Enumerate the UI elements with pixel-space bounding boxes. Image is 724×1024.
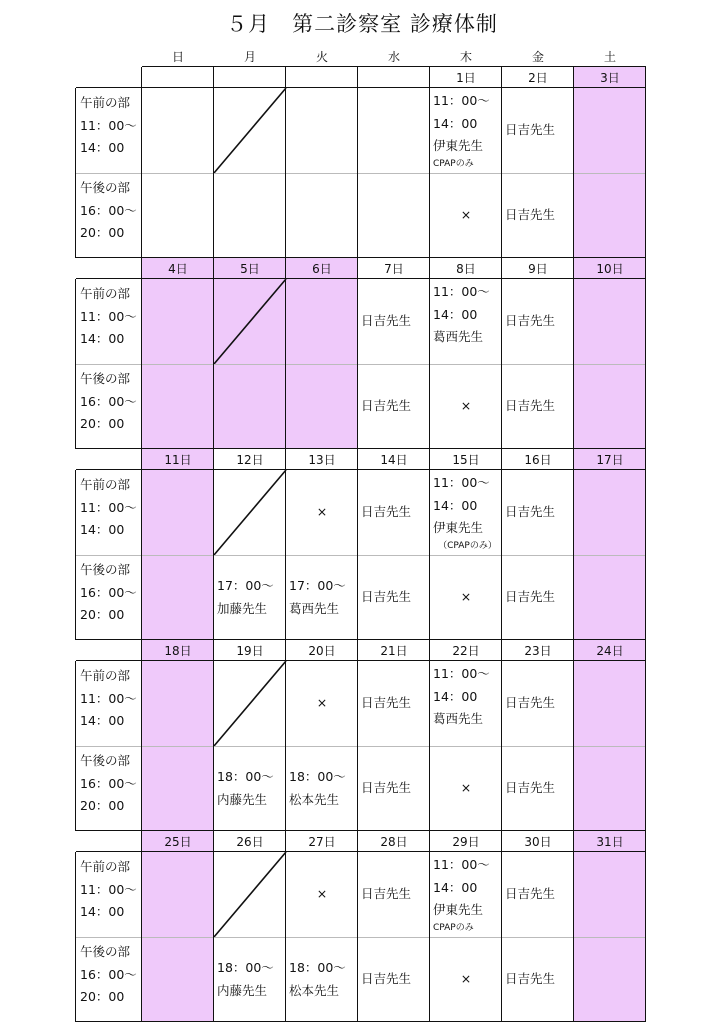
page-title: ５月 第二診察室 診療体制 bbox=[226, 12, 498, 36]
session-label-line: 午前の部 bbox=[80, 859, 131, 874]
schedule-text: 日吉先生 bbox=[505, 207, 556, 223]
date-cell: 6日 bbox=[312, 262, 332, 276]
schedule-text: 14：00 bbox=[433, 688, 478, 704]
schedule-text: 日吉先生 bbox=[361, 398, 412, 414]
session-label-line: 20：00 bbox=[80, 416, 125, 431]
date-cell: 29日 bbox=[452, 835, 480, 849]
session-label-line: 午前の部 bbox=[80, 668, 131, 683]
schedule-note: CPAPのみ bbox=[433, 158, 474, 169]
schedule-text: 日吉先生 bbox=[361, 313, 412, 329]
session-label-line: 14：00 bbox=[80, 140, 125, 155]
session-label-line: 午後の部 bbox=[80, 944, 131, 959]
schedule-text: 伊東先生 bbox=[433, 138, 484, 153]
grid-line-v bbox=[75, 852, 76, 1022]
weekday-header: 土 bbox=[603, 49, 616, 64]
schedule-text: 14：00 bbox=[433, 879, 478, 895]
session-label-line: 11：00〜 bbox=[80, 690, 137, 706]
am-schedule-cell bbox=[502, 852, 574, 937]
date-cell: 28日 bbox=[380, 835, 408, 849]
date-cell: 1日 bbox=[456, 71, 476, 85]
pm-schedule-cell bbox=[214, 937, 286, 1022]
date-cell: 31日 bbox=[596, 835, 624, 849]
schedule-text: 日吉先生 bbox=[361, 695, 412, 711]
schedule-text: 日吉先生 bbox=[505, 398, 556, 414]
date-cell: 13日 bbox=[308, 453, 336, 467]
schedule-text: 日吉先生 bbox=[505, 122, 556, 138]
session-label-line: 11：00〜 bbox=[80, 117, 137, 133]
date-cell: 30日 bbox=[524, 835, 552, 849]
session-label-line: 午後の部 bbox=[80, 371, 131, 386]
grid-line-v bbox=[357, 831, 358, 1022]
pm-schedule-cell bbox=[430, 937, 502, 1022]
date-cell: 12日 bbox=[236, 453, 264, 467]
date-cell: 10日 bbox=[596, 262, 624, 276]
schedule-text: × bbox=[460, 398, 472, 414]
pm-schedule-cell bbox=[502, 937, 574, 1022]
schedule-text: 11：00〜 bbox=[433, 666, 490, 681]
schedule-text: 伊東先生 bbox=[433, 902, 484, 917]
grid-line-v bbox=[645, 831, 646, 1022]
weekday-header: 火 bbox=[315, 49, 328, 64]
schedule-text: 日吉先生 bbox=[361, 971, 412, 987]
date-cell: 18日 bbox=[164, 644, 192, 658]
date-cell: 19日 bbox=[236, 644, 264, 658]
weekday-header: 金 bbox=[531, 49, 544, 64]
schedule-text: 加藤先生 bbox=[217, 600, 268, 616]
grid-line-h bbox=[76, 851, 646, 852]
schedule-text: 内藤先生 bbox=[217, 791, 268, 807]
schedule-text: 14：00 bbox=[433, 115, 478, 131]
schedule-text: 日吉先生 bbox=[505, 504, 556, 520]
schedule-text: 日吉先生 bbox=[505, 313, 556, 329]
schedule-text: 日吉先生 bbox=[361, 589, 412, 605]
session-label-line: 16：00〜 bbox=[80, 775, 137, 791]
session-label-line: 14：00 bbox=[80, 522, 125, 537]
schedule-text: 日吉先生 bbox=[505, 886, 556, 902]
grid-line-v bbox=[285, 831, 286, 1022]
schedule-text: 日吉先生 bbox=[505, 780, 556, 796]
weekday-header: 日 bbox=[171, 49, 184, 64]
grid-line-v bbox=[141, 831, 142, 1022]
date-cell: 4日 bbox=[168, 262, 188, 276]
schedule-text: × bbox=[460, 780, 472, 796]
session-label-line: 午後の部 bbox=[80, 562, 131, 577]
date-cell: 22日 bbox=[452, 644, 480, 658]
date-cell: 8日 bbox=[456, 262, 476, 276]
session-label-line: 午前の部 bbox=[80, 95, 131, 110]
date-cell: 20日 bbox=[308, 644, 336, 658]
schedule-text: 葛西先生 bbox=[433, 329, 484, 344]
date-cell: 5日 bbox=[240, 262, 260, 276]
grid-line-h bbox=[76, 937, 142, 938]
schedule-text: 11：00〜 bbox=[433, 475, 490, 490]
schedule-note: CPAPのみ bbox=[433, 922, 474, 933]
session-label-line: 20：00 bbox=[80, 989, 125, 1004]
date-cell: 11日 bbox=[164, 453, 192, 467]
session-label-line: 14：00 bbox=[80, 331, 125, 346]
schedule-text: 日吉先生 bbox=[505, 695, 556, 711]
weekday-header: 月 bbox=[243, 49, 256, 64]
grid-line-v bbox=[429, 831, 430, 1022]
date-cell: 15日 bbox=[452, 453, 480, 467]
schedule-text: 松本先生 bbox=[289, 791, 340, 807]
grid-line-v bbox=[573, 831, 574, 1022]
schedule-text: × bbox=[460, 207, 472, 223]
schedule-text: 17：00〜 bbox=[217, 578, 274, 593]
schedule-text: 日吉先生 bbox=[361, 886, 412, 902]
grid-line-v bbox=[501, 831, 502, 1022]
session-label-line: 11：00〜 bbox=[80, 308, 137, 324]
schedule-text: 11：00〜 bbox=[433, 284, 490, 299]
session-label-line: 午前の部 bbox=[80, 477, 131, 492]
am-schedule-cell bbox=[430, 852, 502, 937]
date-cell: 26日 bbox=[236, 835, 264, 849]
am-schedule-cell bbox=[358, 852, 430, 937]
schedule-text: 18：00〜 bbox=[289, 960, 346, 975]
schedule-text: 松本先生 bbox=[289, 982, 340, 998]
session-label-line: 11：00〜 bbox=[80, 881, 137, 897]
session-label-line: 11：00〜 bbox=[80, 499, 137, 515]
slash-line bbox=[214, 852, 286, 937]
session-label-line: 午後の部 bbox=[80, 753, 131, 768]
schedule-text: 18：00〜 bbox=[217, 960, 274, 975]
grid-line-v bbox=[213, 831, 214, 1022]
date-cell: 24日 bbox=[596, 644, 624, 658]
schedule-text: 日吉先生 bbox=[505, 589, 556, 605]
session-label-line: 午前の部 bbox=[80, 286, 131, 301]
schedule-text: 18：00〜 bbox=[289, 769, 346, 784]
date-cell: 7日 bbox=[384, 262, 404, 276]
session-label-line: 20：00 bbox=[80, 798, 125, 813]
pm-schedule-cell bbox=[286, 937, 358, 1022]
schedule-text: × bbox=[316, 504, 328, 520]
schedule-text: 17：00〜 bbox=[289, 578, 346, 593]
session-label-line: 16：00〜 bbox=[80, 393, 137, 409]
schedule-text: 葛西先生 bbox=[289, 600, 340, 616]
schedule-text: × bbox=[316, 886, 328, 902]
session-label-line: 14：00 bbox=[80, 713, 125, 728]
date-cell: 14日 bbox=[380, 453, 408, 467]
weekday-header: 木 bbox=[459, 49, 472, 64]
pm-schedule-cell bbox=[358, 937, 430, 1022]
schedule-text: 日吉先生 bbox=[505, 971, 556, 987]
schedule-text: 葛西先生 bbox=[433, 711, 484, 726]
schedule-text: 内藤先生 bbox=[217, 982, 268, 998]
session-label-line: 14：00 bbox=[80, 904, 125, 919]
date-cell: 9日 bbox=[528, 262, 548, 276]
session-label-line: 16：00〜 bbox=[80, 966, 137, 982]
schedule-text: 伊東先生 bbox=[433, 520, 484, 535]
schedule-text: × bbox=[460, 589, 472, 605]
schedule-text: 11：00〜 bbox=[433, 93, 490, 108]
schedule-note: （CPAPのみ） bbox=[438, 540, 497, 551]
schedule-text: 日吉先生 bbox=[361, 504, 412, 520]
grid-line-h bbox=[76, 1021, 646, 1022]
date-cell: 27日 bbox=[308, 835, 336, 849]
session-label-line: 午後の部 bbox=[80, 180, 131, 195]
session-label-line: 16：00〜 bbox=[80, 202, 137, 218]
am-schedule-cell bbox=[286, 852, 358, 937]
schedule-text: × bbox=[316, 695, 328, 711]
date-cell: 17日 bbox=[596, 453, 624, 467]
schedule-text: 11：00〜 bbox=[433, 857, 490, 872]
session-label-line: 20：00 bbox=[80, 225, 125, 240]
date-cell: 25日 bbox=[164, 835, 192, 849]
date-cell: 2日 bbox=[528, 71, 548, 85]
schedule-text: 14：00 bbox=[433, 497, 478, 513]
schedule-text: × bbox=[460, 971, 472, 987]
session-label-line: 16：00〜 bbox=[80, 584, 137, 600]
schedule-text: 14：00 bbox=[433, 306, 478, 322]
grid-line-h bbox=[142, 937, 646, 938]
date-cell: 23日 bbox=[524, 644, 552, 658]
date-cell: 3日 bbox=[600, 71, 620, 85]
date-cell: 21日 bbox=[380, 644, 408, 658]
grid-line-h bbox=[142, 830, 646, 831]
session-label-line: 20：00 bbox=[80, 607, 125, 622]
date-cell: 16日 bbox=[524, 453, 552, 467]
schedule-text: 日吉先生 bbox=[361, 780, 412, 796]
schedule-text: 18：00〜 bbox=[217, 769, 274, 784]
weekday-header: 水 bbox=[387, 49, 400, 64]
